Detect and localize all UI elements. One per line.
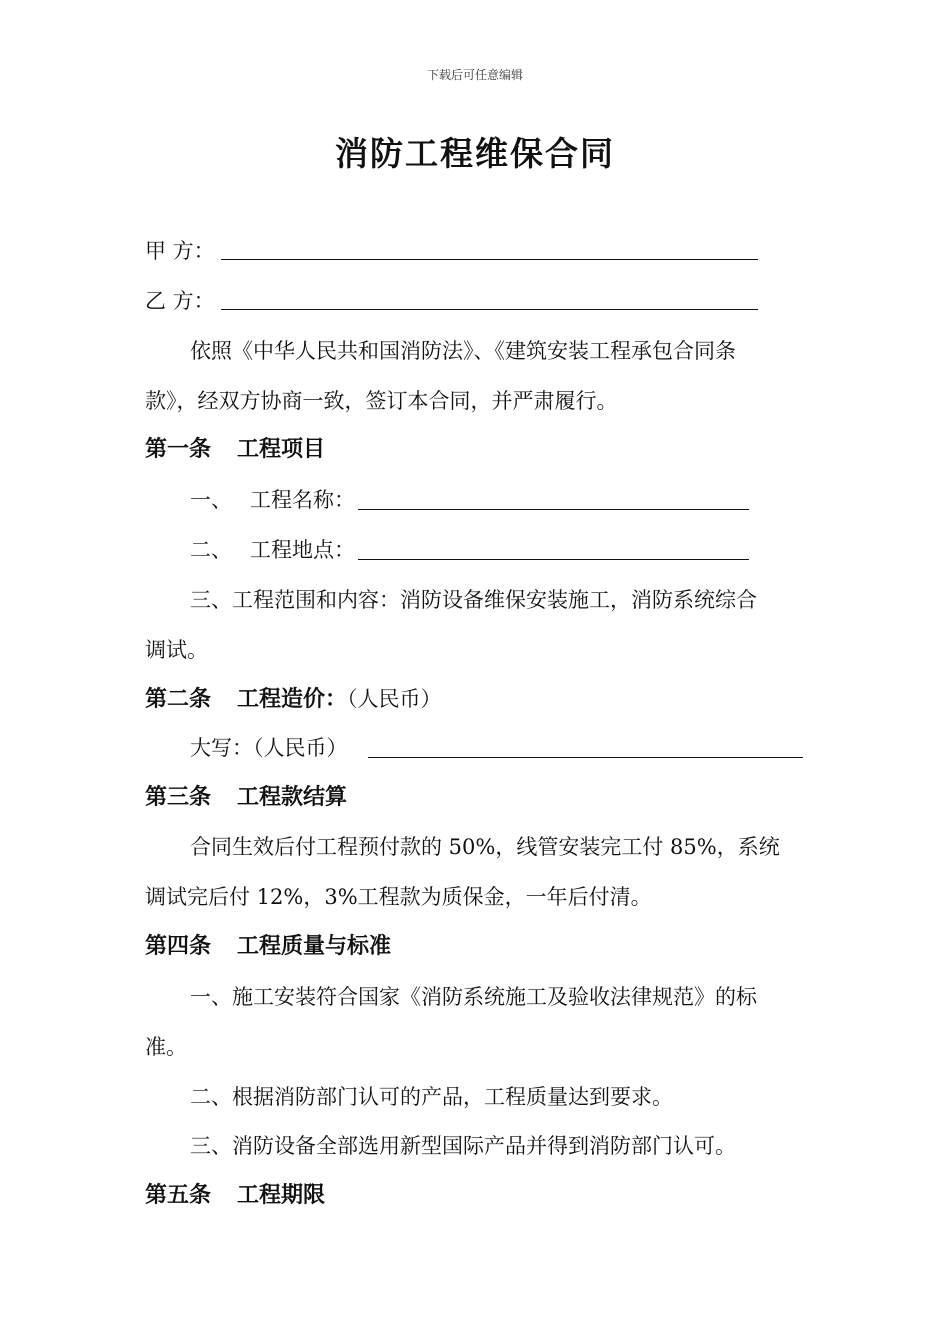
article-1-item-2-number: 二、 [190,538,232,562]
party-a-label: 甲 方： [145,239,215,263]
article-3-line-1: 合同生效后付工程预付款的 50%，线管安装完工付 85%，系统 [190,835,780,859]
project-name-blank-line [358,509,749,510]
article-4-title: 工程质量与标准 [237,934,392,959]
article-4-number: 第四条 [145,934,212,959]
article-1-item-2-label: 工程地点： [250,538,355,562]
article-1-title: 工程项目 [237,437,326,462]
article-3-title: 工程款结算 [237,785,348,810]
article-3-heading [145,783,347,813]
article-4-item-2: 二、根据消防部门认可的产品，工程质量达到要求。 [190,1085,673,1109]
article-1-item-1-label: 工程名称： [250,488,355,512]
article-4-item-1-line-2: 准。 [145,1035,187,1059]
article-1-heading [145,435,325,465]
project-location-blank-line [358,559,749,560]
article-4-item-1-line-1: 一、施工安装符合国家《消防系统施工及验收法律规范》的标 [190,985,757,1009]
party-b-label: 乙 方： [145,289,215,313]
article-4-item-3: 三、消防设备全部选用新型国际产品并得到消防部门认可。 [190,1134,736,1158]
article-5-heading [145,1181,325,1211]
party-b-blank-line [221,309,758,310]
article-5-title: 工程期限 [237,1183,326,1208]
article-1-item-1 [190,485,355,515]
document-title: 消防工程维保合同 [335,134,615,173]
party-a-blank-line [221,259,758,260]
article-4-heading [145,932,391,962]
article-2-title: 工程造价： [237,687,348,712]
article-2-capital-label: 大写：（人民币） [190,736,348,760]
intro-line-2: 款》，经双方协商一致，签订本合同，并严肃履行。 [145,389,618,413]
article-1-item-3-line-2: 调试。 [145,638,208,662]
article-1-number: 第一条 [145,437,212,462]
article-1-item-2 [190,535,355,565]
article-2-currency-note: （人民币） [347,687,442,711]
intro-line-1: 依照《中华人民共和国消防法》、《建筑安装工程承包合同条 [190,339,736,363]
article-2-number: 第二条 [145,687,212,712]
article-1-item-3-line-1: 三、工程范围和内容：消防设备维保安装施工，消防系统综合 [190,588,757,612]
article-1-item-1-number: 一、 [190,488,232,512]
article-5-number: 第五条 [145,1183,212,1208]
article-2-heading [145,684,442,715]
article-3-line-2: 调试完后付 12%，3%工程款为质保金，一年后付清。 [145,885,652,909]
header-note: 下载后可任意编辑 [426,68,523,82]
capital-amount-blank-line [368,757,803,758]
article-3-number: 第三条 [145,785,212,810]
